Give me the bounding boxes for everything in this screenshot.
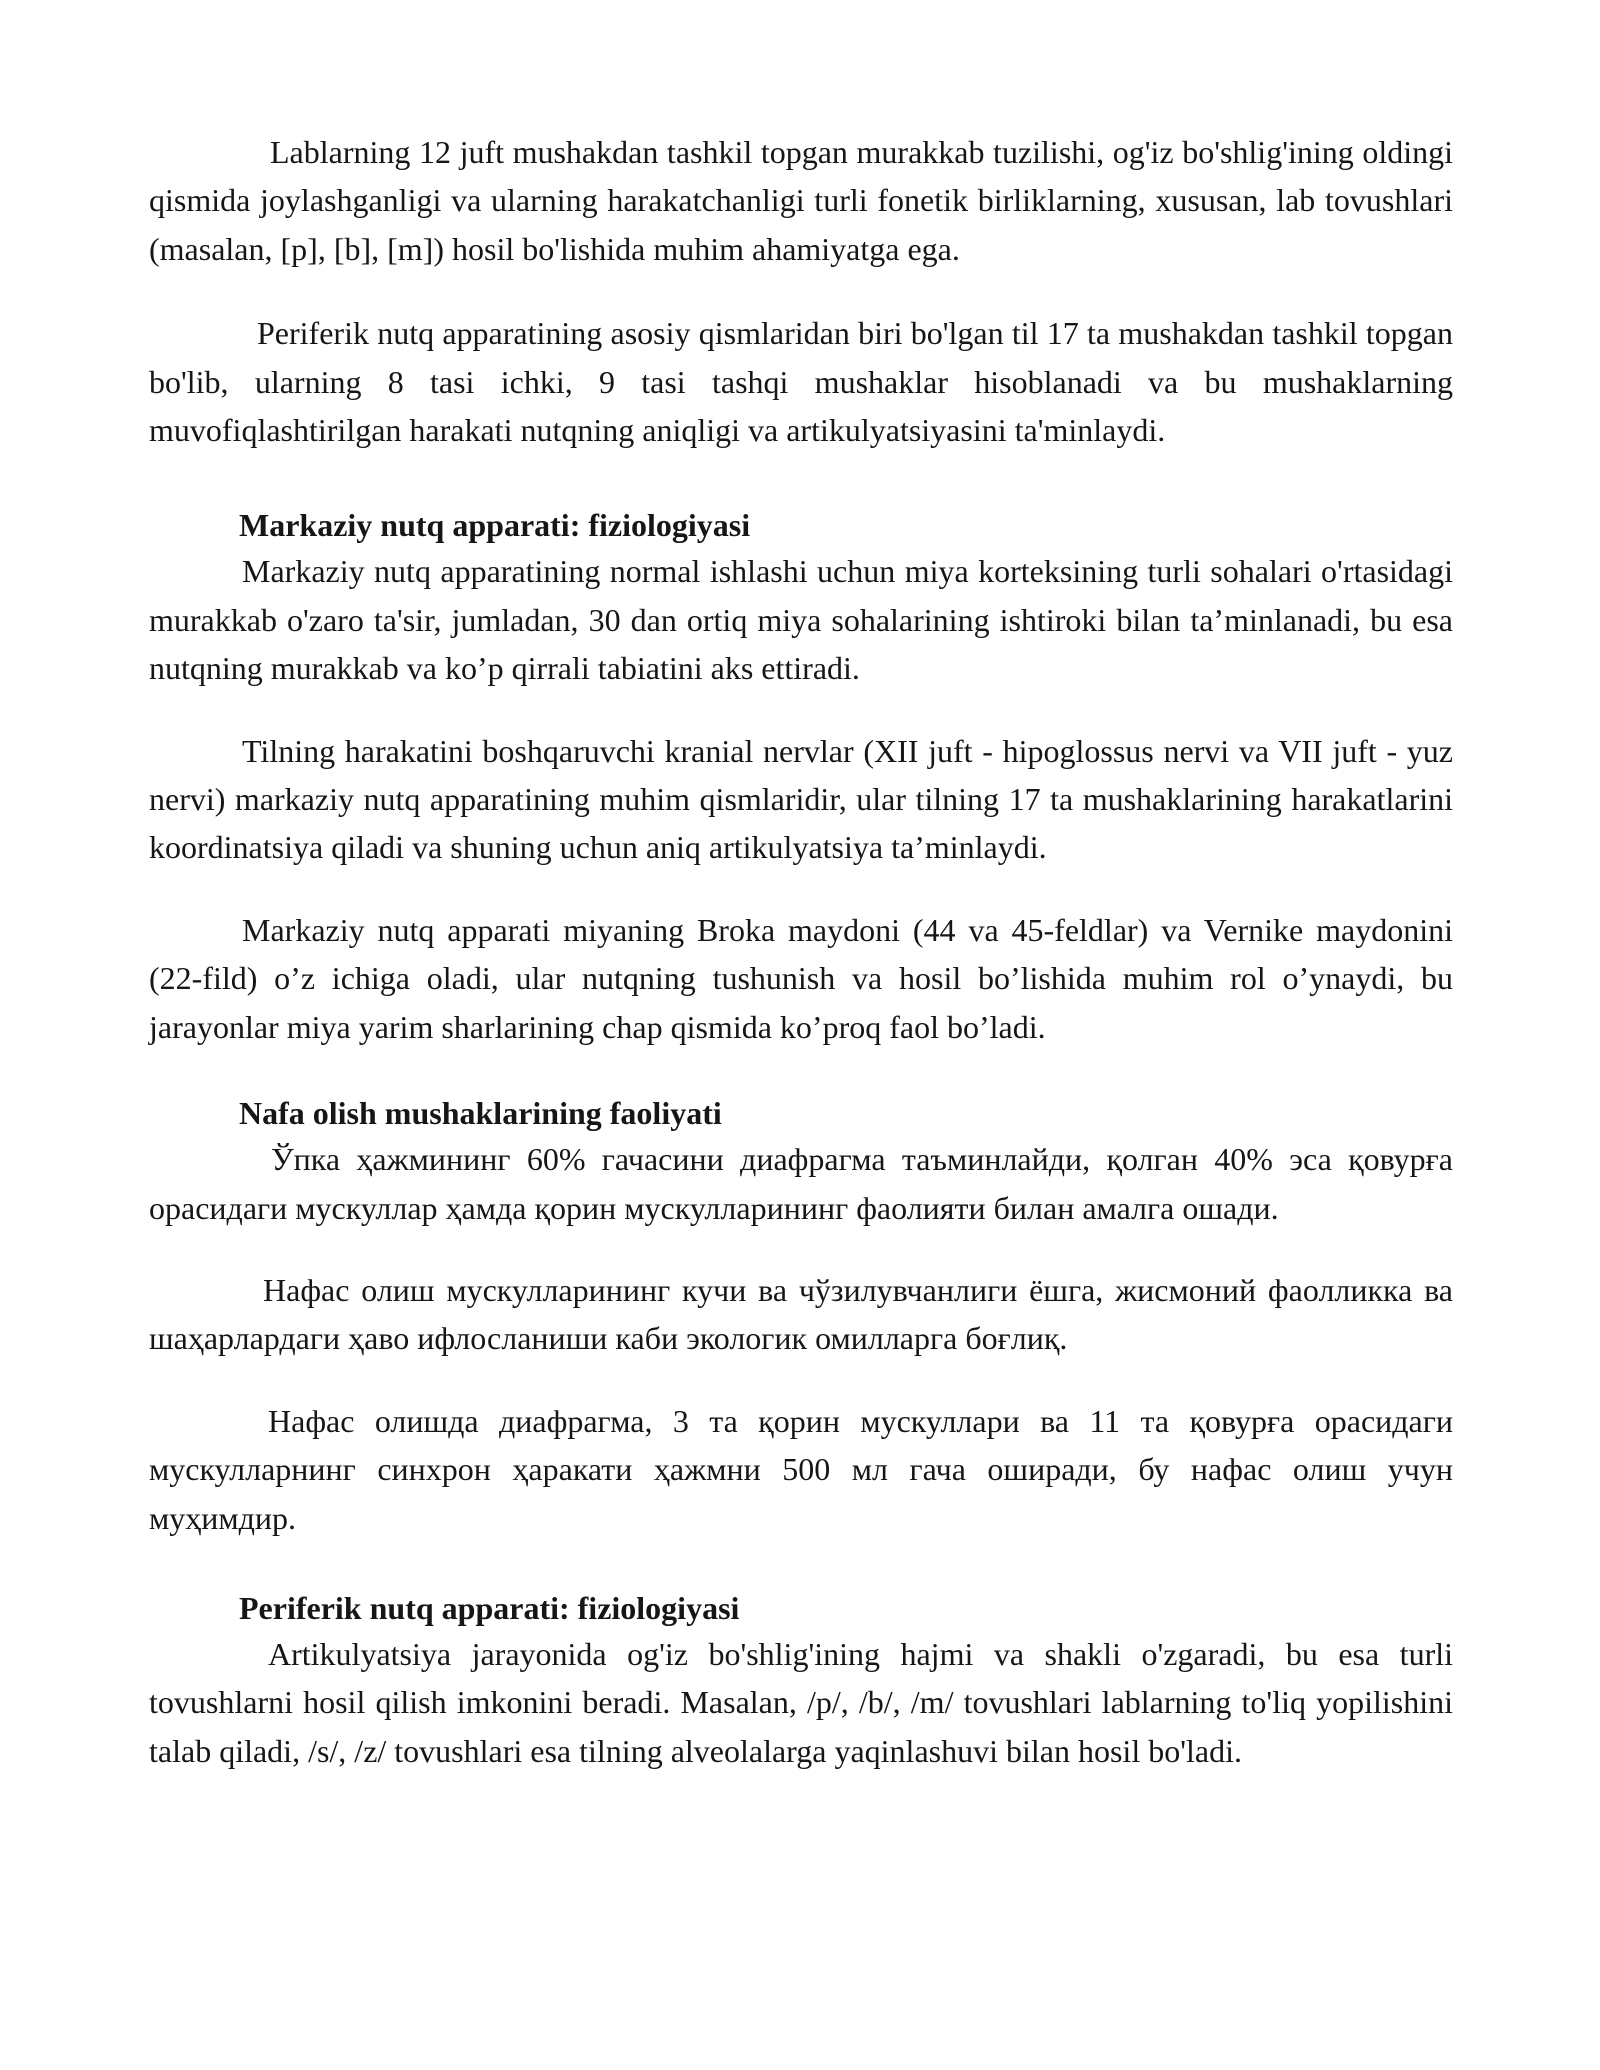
paragraph-cortex: Markaziy nutq apparatining normal ishlashi uchun miya korteksining turli sohalari o'rtasidagi murakkab o'zaro ta'sir, jumladan, 30 dan ortiq miya sohalarining ishtiroki bilan ta’minlanadi, bu esa nutqning murakkab va ko’p qirrali tabiatini aks ettiradi. [149,553,1453,687]
paragraph-articulation: Artikulyatsiya jarayonida og'iz bo'shlig'ining hajmi va shakli o'zgaradi, bu esa turli tovushlarni hosil qilish imkonini beradi. Masalan, /p/, /b/, /m/ tovushlari lablarning to'liq yopilishini talab qiladi, /s/, /z/ tovushlari esa tilning alveolalarga yaqinlashuvi bilan hosil bo'ladi. [149,1635,1453,1769]
paragraph-lung-volume: Ўпка ҳажмининг 60% гачасини диафрагма таъминлайди, қолган 40% эса қовурға орасидаги мускуллар ҳамда қорин мускулларининг фаолияти билан амалга ошади. [149,1141,1453,1226]
heading-central-apparatus: Markaziy nutq apparati: fiziologiyasi [239,507,751,544]
paragraph-cranial-nerves: Tilning harakatini boshqaruvchi kranial nervlar (XII juft - hipoglossus nervi va VII juft - yuz nervi) markaziy nutq apparatining muhim qismlaridir, ular tilning 17 ta mushaklarining harakatlarini koordinatsiya qiladi va shuning uchun aniq artikulyatsiya ta’minlaydi. [149,732,1453,866]
heading-peripheral-apparatus: Periferik nutq apparati: fiziologiyasi [239,1589,740,1626]
paragraph-lips: Lablarning 12 juft mushakdan tashkil topgan murakkab tuzilishi, og'iz bo'shlig'ining oldingi qismida joylashganligi va ularning harakatchanligi turli fonetik birliklarning, xususan, lab tovushlari (masalan, [p], [b], [m]) hosil bo'lishida muhim ahamiyatga ega. [149,134,1453,267]
paragraph-muscle-strength: Нафас олиш мускулларининг кучи ва чўзилувчанлиги ёшга, жисмоний фаолликка ва шаҳарлардаги ҳаво ифлосланиши каби экологик омилларга боғлиқ. [149,1271,1453,1357]
paragraph-tongue: Periferik nutq apparatining asosiy qismlaridan biri bo'lgan til 17 ta mushakdan tashkil topgan bo'lib, ularning 8 tasi ichki, 9 tasi tashqi mushaklar hisoblanadi va bu mushaklarning muvofiqlashtirilgan harakati nutqning aniqligi va artikulyatsiyasini ta'minlaydi. [149,315,1453,449]
paragraph-diaphragm: Нафас олишда диафрагма, 3 та қорин мускуллари ва 11 та қовурға орасидаги мускулларнинг синхрон ҳаракати ҳажмни 500 мл гача оширади, бу нафас олиш учун муҳимдир. [149,1402,1453,1536]
heading-breathing-muscles: Nafa olish mushaklarining faoliyati [239,1095,722,1132]
paragraph-broca-wernicke: Markaziy nutq apparati miyaning Broka maydoni (44 va 45-feldlar) va Vernike maydonini (22-fild) o’z ichiga oladi, ular nutqning tushunish va hosil bo’lishida muhim rol o’ynaydi, bu jarayonlar miya yarim sharlarining chap qismida ko’proq faol bo’ladi. [149,911,1453,1045]
